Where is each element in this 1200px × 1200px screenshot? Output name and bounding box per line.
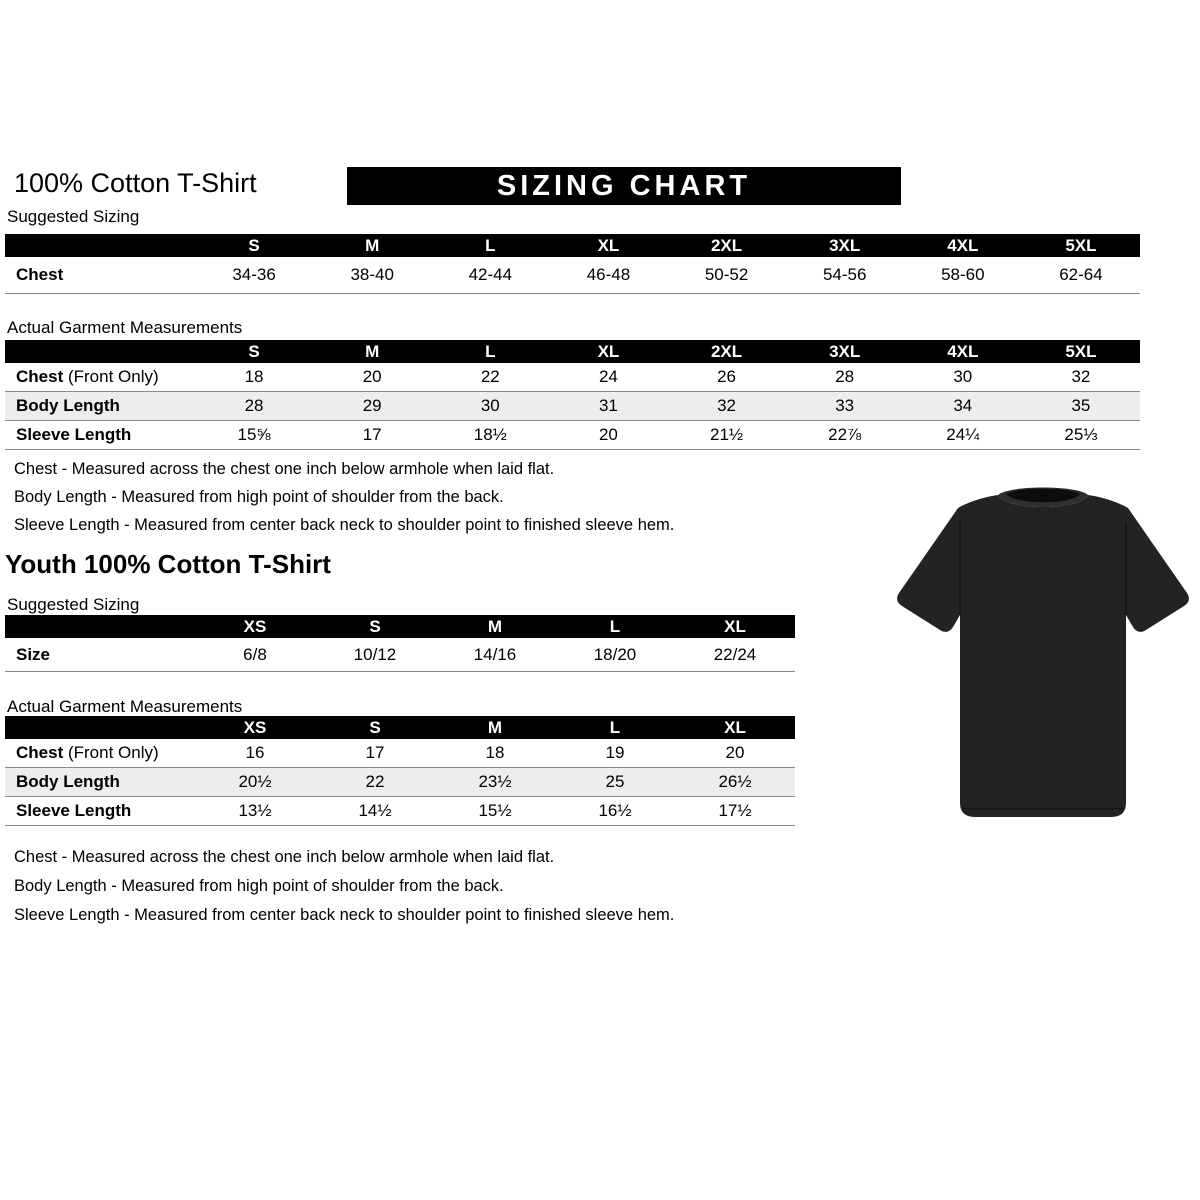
cell: 17 bbox=[365, 743, 385, 762]
cell: 25⅓ bbox=[1064, 425, 1098, 444]
row-label-suffix: (Front Only) bbox=[63, 743, 159, 762]
youth-actual-measurements-label: Actual Garment Measurements bbox=[7, 697, 243, 716]
cell: 20½ bbox=[238, 772, 272, 791]
youth-measurement-notes bbox=[14, 843, 674, 930]
column-header: L bbox=[609, 616, 621, 636]
cell: 16½ bbox=[598, 801, 632, 820]
youth-suggested-sizing-label: Suggested Sizing bbox=[7, 595, 140, 614]
black-tshirt-graphic bbox=[890, 477, 1196, 829]
cell: 17½ bbox=[718, 801, 752, 820]
cell: 13½ bbox=[238, 801, 272, 820]
youth-suggested-sizing-table bbox=[5, 615, 795, 672]
cell: 24¼ bbox=[946, 425, 980, 444]
column-header: XS bbox=[243, 616, 267, 636]
row-label bbox=[5, 743, 195, 763]
cell: 15½ bbox=[478, 801, 512, 820]
table-row bbox=[5, 638, 795, 672]
column-header: L bbox=[485, 341, 496, 361]
cell: 14½ bbox=[358, 801, 392, 820]
cell: 54-56 bbox=[822, 265, 867, 284]
table-header-row bbox=[5, 615, 795, 638]
column-header: L bbox=[609, 717, 621, 737]
column-header: XL bbox=[724, 717, 746, 737]
table-header-row bbox=[5, 340, 1140, 363]
row-label-text: Sleeve Length bbox=[16, 425, 132, 444]
column-header: S bbox=[369, 616, 381, 636]
column-header: XL bbox=[724, 616, 746, 636]
table-row bbox=[5, 421, 1140, 450]
cell: 30 bbox=[953, 367, 973, 386]
column-header: XS bbox=[243, 717, 267, 737]
cell: 22 bbox=[480, 367, 500, 386]
cell: 19 bbox=[605, 743, 625, 762]
youth-section-title: Youth 100% Cotton T-Shirt bbox=[5, 549, 331, 579]
cell: 26 bbox=[717, 367, 737, 386]
cell: 38-40 bbox=[350, 265, 394, 284]
cell: 31 bbox=[598, 396, 618, 415]
note-line: Body Length - Measured from high point of shoulder from the back. bbox=[14, 488, 504, 506]
note-line: Chest - Measured across the chest one inch below armhole when laid flat. bbox=[14, 848, 555, 866]
cell: 32 bbox=[1071, 367, 1091, 386]
note-line: Body Length - Measured from high point of shoulder from the back. bbox=[14, 877, 504, 895]
cell: 50-52 bbox=[704, 265, 749, 284]
tshirt-body bbox=[897, 495, 1189, 817]
cell: 25 bbox=[605, 772, 625, 791]
cell: 24 bbox=[598, 367, 618, 386]
cell: 22 bbox=[365, 772, 385, 791]
cell: 16 bbox=[245, 743, 265, 762]
adult-actual-measurements-label: Actual Garment Measurements bbox=[7, 318, 243, 337]
table-row bbox=[5, 392, 1140, 421]
cell: 15⅝ bbox=[237, 425, 271, 444]
table-header-row bbox=[5, 234, 1140, 257]
cell: 18 bbox=[244, 367, 264, 386]
row-label-text: Chest bbox=[16, 265, 64, 284]
adult-actual-measurements-table bbox=[5, 340, 1140, 450]
column-header: 4XL bbox=[947, 235, 979, 255]
cell: 42-44 bbox=[468, 265, 513, 284]
table-row bbox=[5, 739, 795, 768]
cell: 10/12 bbox=[353, 644, 397, 664]
cell: 22/24 bbox=[713, 644, 757, 664]
cell: 28 bbox=[244, 396, 264, 415]
column-header: 2XL bbox=[710, 341, 743, 361]
cell: 58-60 bbox=[941, 265, 985, 284]
row-label-text: Sleeve Length bbox=[16, 801, 132, 820]
table-row bbox=[5, 768, 795, 797]
row-label-text: Body Length bbox=[16, 396, 120, 415]
cell: 35 bbox=[1071, 396, 1091, 415]
row-label-suffix: (Front Only) bbox=[63, 367, 159, 386]
note-line: Sleeve Length - Measured from center back neck to shoulder point to finished sleeve hem. bbox=[14, 516, 675, 534]
cell: 34 bbox=[953, 396, 973, 415]
column-header: S bbox=[248, 341, 260, 361]
cell: 17 bbox=[362, 425, 382, 444]
table-row bbox=[5, 797, 795, 826]
cell: 33 bbox=[835, 396, 855, 415]
sizing-chart-banner: SIZING CHART bbox=[347, 167, 901, 205]
adult-measurement-notes bbox=[14, 455, 674, 539]
row-label-text: Body Length bbox=[16, 772, 120, 791]
table-header-row bbox=[5, 716, 795, 739]
note-line: Chest - Measured across the chest one inch below armhole when laid flat. bbox=[14, 460, 555, 478]
cell: 23½ bbox=[478, 772, 512, 791]
adult-suggested-sizing-label: Suggested Sizing bbox=[7, 207, 140, 226]
cell: 18 bbox=[485, 743, 505, 762]
row-label bbox=[5, 645, 195, 665]
column-header: 3XL bbox=[829, 235, 861, 255]
column-header: 5XL bbox=[1065, 341, 1097, 361]
cell: 29 bbox=[362, 396, 382, 415]
cell: 6/8 bbox=[243, 644, 267, 664]
youth-actual-measurements-table bbox=[5, 716, 795, 826]
row-label bbox=[5, 265, 195, 285]
cell: 14/16 bbox=[473, 644, 517, 664]
row-label bbox=[5, 396, 195, 416]
tshirt-photo bbox=[890, 477, 1196, 829]
row-label-text: Size bbox=[16, 644, 51, 664]
cell: 32 bbox=[717, 396, 737, 415]
column-header: 4XL bbox=[947, 341, 979, 361]
cell: 28 bbox=[835, 367, 855, 386]
column-header: XL bbox=[597, 341, 620, 361]
row-label-text: Chest bbox=[16, 743, 64, 762]
column-header: S bbox=[369, 717, 381, 737]
column-header: M bbox=[365, 341, 380, 361]
row-label bbox=[5, 425, 195, 445]
column-header: XL bbox=[597, 235, 620, 255]
note-line: Sleeve Length - Measured from center back neck to shoulder point to finished sleeve hem. bbox=[14, 906, 675, 924]
row-label bbox=[5, 772, 195, 792]
column-header: M bbox=[487, 717, 503, 737]
column-header: M bbox=[487, 616, 503, 636]
column-header: 5XL bbox=[1065, 235, 1097, 255]
table-row bbox=[5, 363, 1140, 392]
adult-section-title: 100% Cotton T-Shirt bbox=[14, 168, 257, 198]
cell: 22⅞ bbox=[828, 425, 862, 444]
row-label-text: Chest bbox=[16, 367, 64, 386]
cell: 20 bbox=[362, 367, 382, 386]
column-header: M bbox=[365, 235, 380, 255]
row-label bbox=[5, 801, 195, 821]
adult-suggested-sizing-table bbox=[5, 234, 1140, 294]
column-header: L bbox=[485, 235, 496, 255]
cell: 20 bbox=[598, 425, 618, 444]
cell: 18½ bbox=[473, 425, 507, 444]
row-label bbox=[5, 367, 195, 387]
column-header: 2XL bbox=[710, 235, 743, 255]
cell: 34-36 bbox=[232, 265, 276, 284]
cell: 20 bbox=[725, 743, 745, 762]
cell: 62-64 bbox=[1059, 265, 1103, 284]
cell: 26½ bbox=[718, 772, 752, 791]
cell: 18/20 bbox=[593, 644, 637, 664]
cell: 46-48 bbox=[586, 265, 631, 284]
table-row bbox=[5, 257, 1140, 294]
cell: 21½ bbox=[710, 425, 744, 444]
column-header: S bbox=[248, 235, 260, 255]
cell: 30 bbox=[480, 396, 500, 415]
column-header: 3XL bbox=[829, 341, 861, 361]
